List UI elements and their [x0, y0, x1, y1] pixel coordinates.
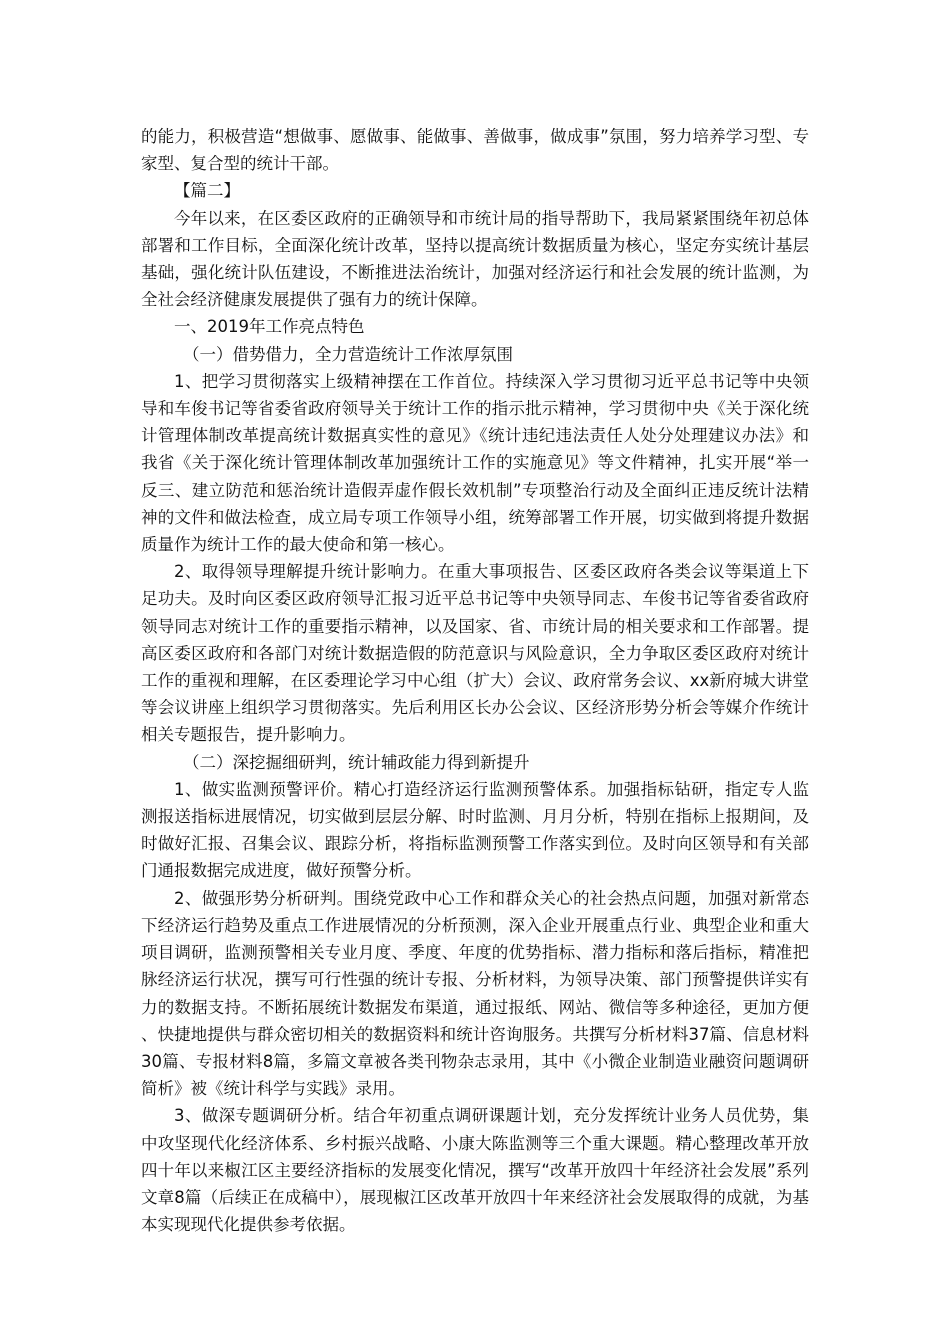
subheading-one: （一）借势借力，全力营造统计工作浓厚氛围: [183, 344, 513, 364]
paragraph-item-1: 1、把学习贯彻落实上级精神摆在工作首位。持续深入学习贯彻习近平总书记等中央领导和车俊书记等省委省政府领导关于统计工作的指示批示精神，学习贯彻中央《关于深化统计管理体制改革提高统计数据真实性的意见》《统计违纪违法责任人处分处理建议办法》和我省《关于深化统计管理体制改革加强统计工作的实施意见》等文件精神，扎实开展“举一反三、建立防范和惩治统计造假弄虚作假长效机制”专项整治行动及全面纠正违反统计法精神的文件和做法检查，成立局专项工作领导小组，统筹部署工作开展，切实做到将提升数据质量作为统计工作的最大使命和第一核心。: [141, 371, 809, 555]
document-body: [141, 123, 809, 1238]
subheading-two: （二）深挖掘细研判，统计辅政能力得到新提升: [183, 752, 530, 772]
paragraph-analysis: 2、做强形势分析研判。围绕党政中心工作和群众关心的社会热点问题，加强对新常态下经济运行趋势及重点工作进展情况的分析预测，深入企业开展重点行业、典型企业和重大项目调研，监测预警相关专业月度、季度、年度的优势指标、潜力指标和落后指标，精准把脉经济运行状况，撰写可行性强的统计专报、分析材料，为领导决策、部门预警提供详实有力的数据支持。不断拓展统计数据发布渠道，通过报纸、网站、微信等多种途径，更加方便、快捷地提供与群众密切相关的数据资料和统计咨询服务。共撰写分析材料37篇、信息材料30篇、专报材料8篇，多篇文章被各类刊物杂志录用，其中《小微企业制造业融资问题调研简析》被《统计科学与实践》录用。: [141, 888, 809, 1099]
paragraph-continuation: 的能力，积极营造“想做事、愿做事、能做事、善做事，做成事”氛围，努力培养学习型、专家型、复合型的统计干部。: [141, 127, 809, 174]
paragraph-monitoring: 1、做实监测预警评价。精心打造经济运行监测预警体系。加强指标钻研，指定专人监测报送指标进展情况，切实做到层层分解、时时监测、月月分析，特别在指标上报期间，及时做好汇报、召集会议、跟踪分析，将指标监测预警工作落实到位。及时向区领导和有关部门通报数据完成进度，做好预警分析。: [141, 779, 809, 881]
section-heading-part-two: 【篇二】: [174, 181, 240, 201]
paragraph-intro: 今年以来，在区委区政府的正确领导和市统计局的指导帮助下，我局紧紧围绕年初总体部署和工作目标，全面深化统计改革，坚持以提高统计数据质量为核心，坚定夯实统计基层基础，强化统计队伍建设，不断推进法治统计，加强对经济运行和社会发展的统计监测，为全社会经济健康发展提供了强有力的统计保障。: [141, 208, 809, 310]
paragraph-item-2: 2、取得领导理解提升统计影响力。在重大事项报告、区委区政府各类会议等渠道上下足功夫。及时向区委区政府领导汇报习近平总书记等中央领导同志、车俊书记等省委省政府领导同志对统计工作的重要指示精神，以及国家、省、市统计局的相关要求和工作部署。提高区委区政府和各部门对统计数据造假的防范意识与风险意识，全力争取区委区政府对统计工作的重视和理解，在区委理论学习中心组（扩大）会议、政府常务会议、xx新府城大讲堂等会议讲座上组织学习贯彻落实。先后利用区长办公会议、区经济形势分析会等媒介作统计相关专题报告，提升影响力。: [141, 562, 809, 745]
paragraph-research: 3、做深专题调研分析。结合年初重点调研课题计划，充分发挥统计业务人员优势，集中攻坚现代化经济体系、乡村振兴战略、小康大陈监测等三个重大课题。精心整理改革开放四十年以来椒江区主要经济指标的发展变化情况，撰写“改革开放四十年经济社会发展”系列文章8篇（后续正在成稿中），展现椒江区改革开放四十年来经济社会发展取得的成就，为基本实现现代化提供参考依据。: [141, 1106, 809, 1235]
heading-highlights: 一、2019年工作亮点特色: [174, 317, 365, 337]
